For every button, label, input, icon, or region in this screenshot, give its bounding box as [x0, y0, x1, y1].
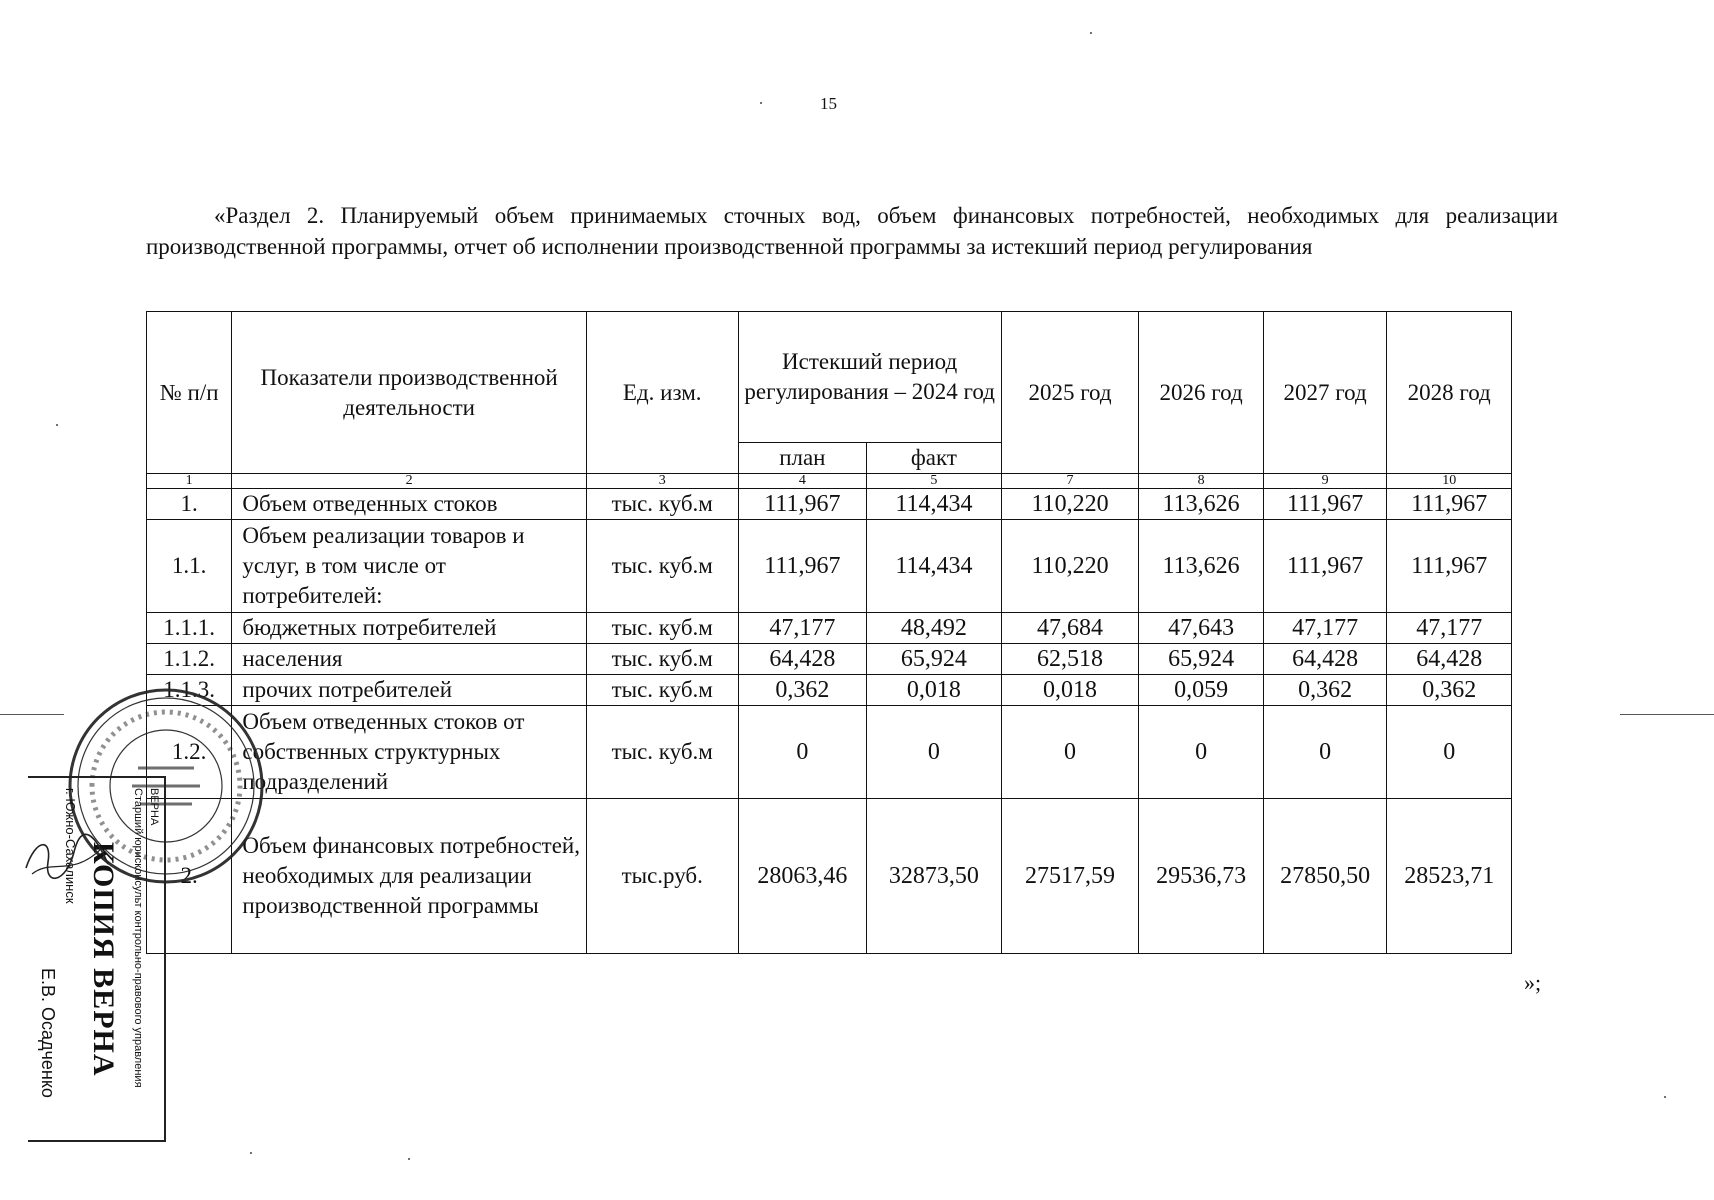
- row-2026: 29536,73: [1139, 799, 1264, 954]
- scan-edge-line: [0, 714, 64, 715]
- row-num: 1.1.1.: [147, 613, 232, 644]
- row-fact: 0: [867, 706, 1002, 799]
- row-name: Объем отведенных стоков от собственных структурных подразделений: [232, 706, 587, 799]
- row-2026: 113,626: [1139, 520, 1264, 613]
- row-unit: тыс. куб.м: [586, 489, 738, 520]
- scan-speck: [250, 1152, 252, 1154]
- row-num: 2.: [147, 799, 232, 954]
- col-number: 3: [586, 474, 738, 489]
- table-row: [147, 644, 1512, 675]
- row-unit: тыс. куб.м: [586, 706, 738, 799]
- row-2027: 111,967: [1263, 489, 1387, 520]
- row-2028: 111,967: [1387, 520, 1512, 613]
- row-fact: 48,492: [867, 613, 1002, 644]
- scan-speck: [1664, 1096, 1666, 1098]
- header-period: Истекший период регулирования – 2024 год: [738, 312, 1001, 443]
- header-2026: 2026 год: [1139, 312, 1264, 474]
- row-name: Объем отведенных стоков: [232, 489, 587, 520]
- row-2025: 0,018: [1001, 675, 1139, 706]
- header-indicator: Показатели производственной деятельности: [232, 312, 587, 474]
- row-2026: 0,059: [1139, 675, 1264, 706]
- row-name: прочих потребителей: [232, 675, 587, 706]
- row-2026: 113,626: [1139, 489, 1264, 520]
- col-number: 8: [1139, 474, 1264, 489]
- signature-icon: [22, 828, 112, 888]
- row-2026: 47,643: [1139, 613, 1264, 644]
- production-program-table: [146, 311, 1512, 954]
- row-unit: тыс. куб.м: [586, 520, 738, 613]
- page-number: 15: [820, 94, 837, 113]
- row-num: 1.1.3.: [147, 675, 232, 706]
- row-unit: тыс.руб.: [586, 799, 738, 954]
- stamp-copy-true: КОПИЯ ВЕРНА: [87, 842, 120, 1077]
- row-unit: тыс. куб.м: [586, 675, 738, 706]
- section-heading: «Раздел 2. Планируемый объем принимаемых сточных вод, объем финансовых потребностей, необходимых для реализации производственной программы, отчет об исполнении производственной программы за истекший период регулирования: [146, 203, 1558, 259]
- row-plan: 0: [738, 706, 867, 799]
- row-plan: 0,362: [738, 675, 867, 706]
- row-2025: 0: [1001, 706, 1139, 799]
- row-unit: тыс. куб.м: [586, 613, 738, 644]
- header-plan: план: [738, 443, 867, 474]
- row-fact: 114,434: [867, 489, 1002, 520]
- row-name: Объем финансовых потребностей, необходимых для реализации производственной программы: [232, 799, 587, 954]
- header-2028: 2028 год: [1387, 312, 1512, 474]
- stamp-signer-name: Е.В. Осадченко: [38, 968, 58, 1098]
- row-2027: 27850,50: [1263, 799, 1387, 954]
- header-num: № п/п: [147, 312, 232, 474]
- row-2025: 110,220: [1001, 489, 1139, 520]
- row-num: 1.: [147, 489, 232, 520]
- row-2025: 27517,59: [1001, 799, 1139, 954]
- row-2027: 0,362: [1263, 675, 1387, 706]
- stamp-position: Старший юрисконсульт контрольно-правового управления: [132, 788, 144, 1088]
- table-row: [147, 799, 1512, 954]
- row-unit: тыс. куб.м: [586, 644, 738, 675]
- row-plan: 47,177: [738, 613, 867, 644]
- row-2025: 110,220: [1001, 520, 1139, 613]
- row-name: населения: [232, 644, 587, 675]
- row-2026: 65,924: [1139, 644, 1264, 675]
- row-fact: 32873,50: [867, 799, 1002, 954]
- scan-speck: [1090, 32, 1092, 34]
- scan-edge-line: [1620, 714, 1714, 715]
- col-number: 4: [738, 474, 867, 489]
- col-number: 10: [1387, 474, 1512, 489]
- row-2025: 47,684: [1001, 613, 1139, 644]
- row-2028: 111,967: [1387, 489, 1512, 520]
- table-row: [147, 675, 1512, 706]
- row-num: 1.2.: [147, 706, 232, 799]
- row-name: Объем реализации товаров и услуг, в том числе от потребителей:: [232, 520, 587, 613]
- scan-speck: [408, 1158, 410, 1160]
- row-plan: 64,428: [738, 644, 867, 675]
- stamp-city: г. Южно-Сахалинск: [63, 788, 78, 904]
- row-name: бюджетных потребителей: [232, 613, 587, 644]
- table-row: [147, 489, 1512, 520]
- table-row: [147, 706, 1512, 799]
- row-2026: 0: [1139, 706, 1264, 799]
- row-fact: 65,924: [867, 644, 1002, 675]
- row-fact: 0,018: [867, 675, 1002, 706]
- row-2028: 64,428: [1387, 644, 1512, 675]
- scan-speck: [56, 424, 58, 426]
- row-fact: 114,434: [867, 520, 1002, 613]
- table-row: [147, 520, 1512, 613]
- row-num: 1.1.2.: [147, 644, 232, 675]
- col-number: 2: [232, 474, 587, 489]
- row-2027: 0: [1263, 706, 1387, 799]
- table-row: [147, 613, 1512, 644]
- stamp-verified-label: ВЕРНА: [148, 788, 160, 826]
- row-2025: 62,518: [1001, 644, 1139, 675]
- row-2027: 111,967: [1263, 520, 1387, 613]
- row-2028: 0,362: [1387, 675, 1512, 706]
- scan-speck: [760, 102, 762, 104]
- row-plan: 111,967: [738, 489, 867, 520]
- row-plan: 111,967: [738, 520, 867, 613]
- header-fact: факт: [867, 443, 1002, 474]
- row-2028: 47,177: [1387, 613, 1512, 644]
- col-number: 7: [1001, 474, 1139, 489]
- row-plan: 28063,46: [738, 799, 867, 954]
- col-number: 5: [867, 474, 1002, 489]
- closing-quote: »;: [1524, 970, 1542, 995]
- header-unit: Ед. изм.: [586, 312, 738, 474]
- col-number: 1: [147, 474, 232, 489]
- col-number: 9: [1263, 474, 1387, 489]
- row-2028: 0: [1387, 706, 1512, 799]
- header-2027: 2027 год: [1263, 312, 1387, 474]
- column-number-row: [147, 474, 1512, 489]
- row-2027: 64,428: [1263, 644, 1387, 675]
- row-2027: 47,177: [1263, 613, 1387, 644]
- row-num: 1.1.: [147, 520, 232, 613]
- header-2025: 2025 год: [1001, 312, 1139, 474]
- row-2028: 28523,71: [1387, 799, 1512, 954]
